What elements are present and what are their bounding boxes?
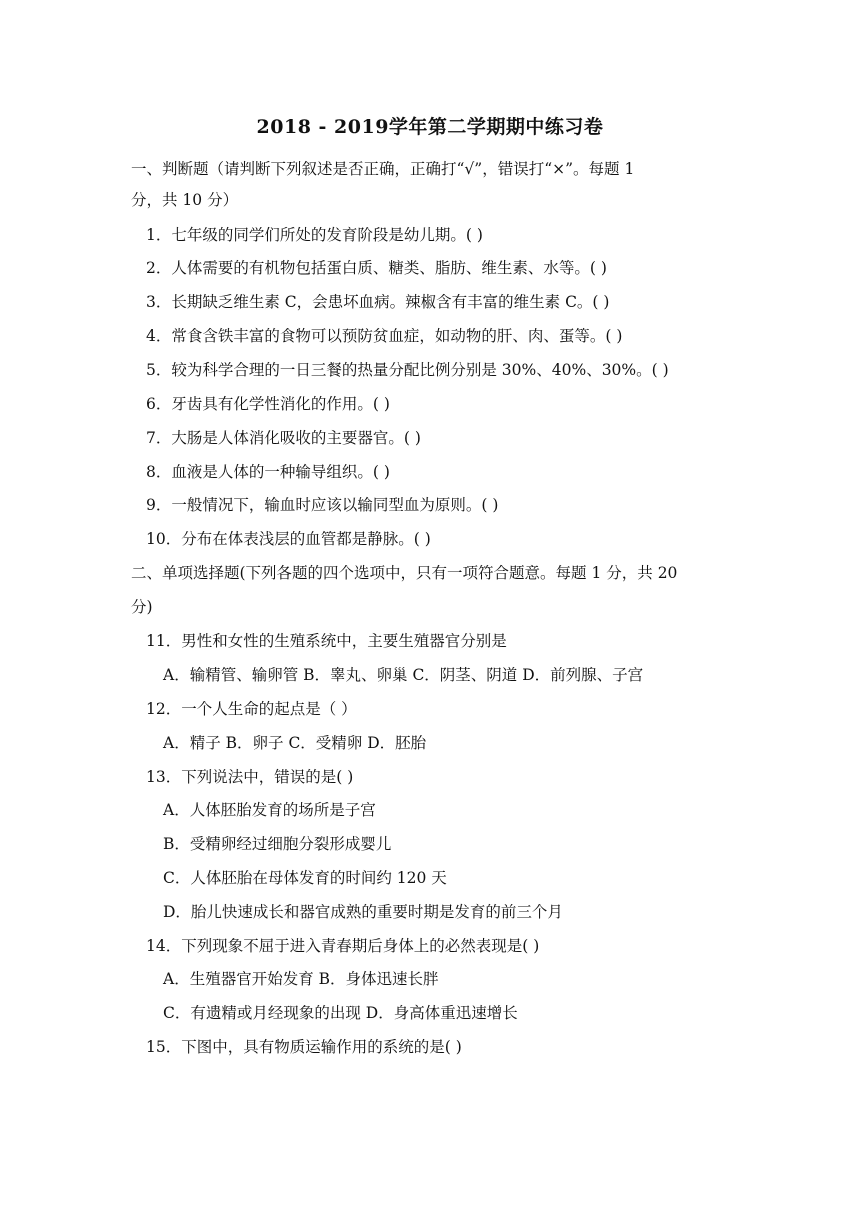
question-11: 11．男性和女性的生殖系统中，主要生殖器官分别是 [146, 632, 507, 650]
section1-heading-cont: 分，共 10 分） [131, 191, 239, 209]
question-2: 2．人体需要的有机物包括蛋白质、糖类、脂肪、维生素、水等。( ) [146, 259, 607, 277]
question-5: 5．较为科学合理的一日三餐的热量分配比例分别是 30%、40%、30%。( ) [146, 361, 669, 379]
question-15: 15．下图中，具有物质运输作用的系统的是( ) [146, 1038, 462, 1056]
question-8: 8．血液是人体的一种输导组织。( ) [146, 463, 390, 481]
section2-heading-cont: 分) [131, 598, 153, 616]
question-6: 6．牙齿具有化学性消化的作用。( ) [146, 395, 390, 413]
question-14-options-cd: C．有遗精或月经现象的出现 D．身高体重迅速增长 [163, 1004, 518, 1022]
question-12: 12．一个人生命的起点是（ ） [146, 700, 357, 718]
question-13-option-c: C．人体胚胎在母体发育的时间约 120 天 [163, 869, 447, 887]
question-1: 1．七年级的同学们所处的发育阶段是幼儿期。( ) [146, 226, 483, 244]
question-13-option-d: D．胎儿快速成长和器官成熟的重要时期是发育的前三个月 [163, 903, 563, 921]
section2-heading: 二、单项选择题(下列各题的四个选项中，只有一项符合题意。每题 1 分，共 20 [131, 564, 678, 582]
question-14-options-ab: A．生殖器官开始发育 B．身体迅速长胖 [163, 970, 439, 988]
question-10: 10．分布在体表浅层的血管都是静脉。( ) [146, 530, 431, 548]
question-13-option-a: A．人体胚胎发育的场所是子宫 [163, 801, 376, 819]
question-12-options: A．精子 B．卵子 C．受精卵 D．胚胎 [163, 734, 427, 752]
question-3: 3．长期缺乏维生素 C，会患坏血病。辣椒含有丰富的维生素 C。( ) [146, 293, 610, 311]
question-11-options: A．输精管、输卵管 B．睾丸、卵巢 C．阴茎、阴道 D．前列腺、子宫 [163, 666, 644, 684]
section1-heading: 一、判断题（请判断下列叙述是否正确，正确打“√”，错误打“×”。每题 1 [131, 160, 635, 178]
question-9: 9．一般情况下，输血时应该以输同型血为原则。( ) [146, 496, 499, 514]
question-4: 4．常食含铁丰富的食物可以预防贫血症，如动物的肝、肉、蛋等。( ) [146, 327, 623, 345]
question-13-option-b: B．受精卵经过细胞分裂形成婴儿 [163, 835, 392, 853]
question-13: 13．下列说法中，错误的是( ) [146, 768, 354, 786]
question-7: 7．大肠是人体消化吸收的主要器官。( ) [146, 429, 421, 447]
page-title: 2018 - 2019学年第二学期期中练习卷 [256, 116, 604, 138]
question-14: 14．下列现象不屈于进入青春期后身体上的必然表现是( ) [146, 937, 540, 955]
